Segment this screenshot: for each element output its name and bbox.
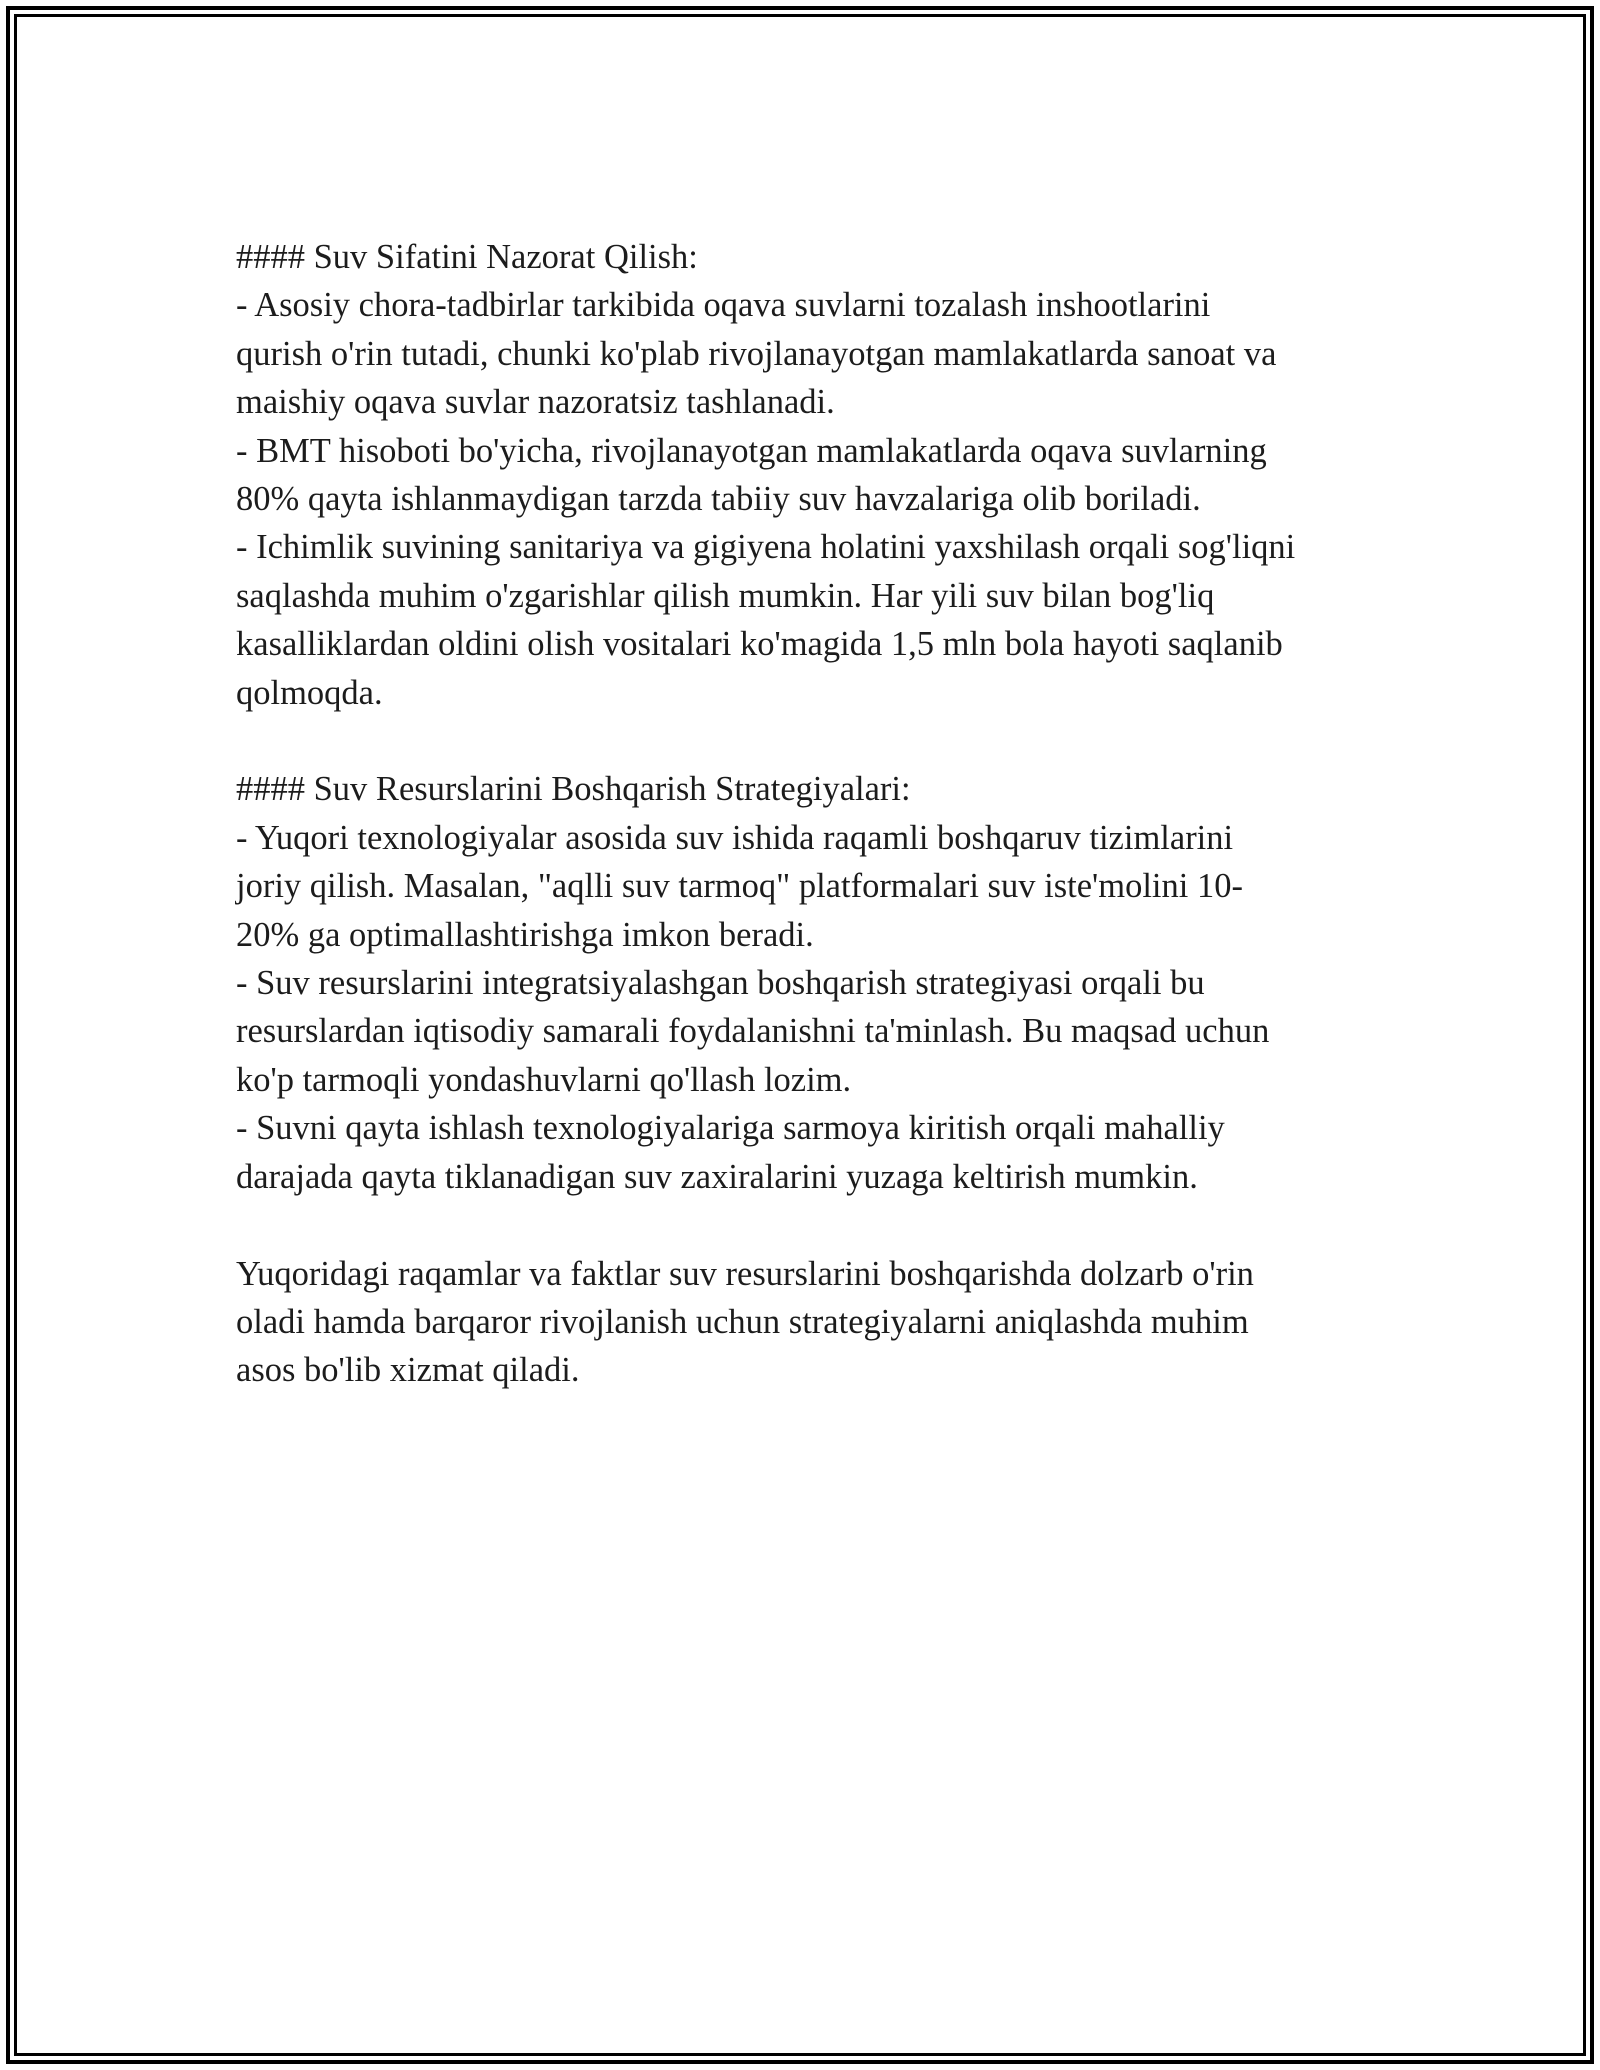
bullet-integrated-management: - Suv resurslarini integratsiyalashgan boshqarish strategiyasi orqali bu resurslardan iqtisodiy samarali foydalanishni ta'minlash. Bu maqsad uchun ko'p tarmoqli yondashuvlarni qo'llash lozim. (236, 964, 1270, 1099)
section-heading-water-quality: #### Suv Sifatini Nazorat Qilish: (236, 238, 698, 276)
section-heading-management-strategies: #### Suv Resurslarini Boshqarish Strategiyalari: (236, 770, 911, 809)
bullet-un-report: - BMT hisoboti bo'yicha, rivojlanayotgan mamlakatlarda oqava suvlarning 80% qayta ishlanmaydigan tarzda tabiiy suv havzalariga olib boriladi. (236, 431, 1267, 519)
bullet-digital-management: - Yuqori texnologiyalar asosida suv ishida raqamli boshqaruv tizimlarini joriy qilish. Masalan, "aqlli suv tarmoq" platformalari suv iste'molini 10- 20% ga optimallashtirishga imkon beradi. (236, 818, 1243, 954)
bullet-water-recycling: - Suvni qayta ishlash texnologiyalariga sarmoya kiritish orqali mahalliy darajada qayta tiklanadigan suv zaxiralarini yuzaga keltirish mumkin. (236, 1109, 1225, 1196)
bullet-wastewater-treatment: - Asosiy chora-tadbirlar tarkibida oqava suvlarni tozalash inshootlarini qurish o'rin tutadi, chunki ko'plab rivojlanayotgan mamlakatlarda sanoat va maishiy oqava suvlar nazoratsiz tashlanadi. (236, 286, 1277, 422)
conclusion-paragraph: Yuqoridagi raqamlar va faktlar suv resurslarini boshqarishda dolzarb o'rin oladi hamda barqaror rivojlanish uchun strategiyalarni aniqlashda muhim asos bo'lib xizmat qiladi. (236, 1254, 1254, 1390)
paragraph-spacer (236, 1201, 1386, 1249)
bullet-drinking-water-sanitation: - Ichimlik suvining sanitariya va gigiyena holatini yaxshilash orqali sog'liqni saqlashda muhim o'zgarishlar qilish mumkin. Har yili suv bilan bog'liq kasalliklardan oldini olish vositalari ko'magida 1,5 mln bola hayoti saqlanib qolmoqda. (236, 528, 1296, 712)
document-body (236, 233, 1386, 1395)
paragraph-spacer (236, 717, 1386, 765)
